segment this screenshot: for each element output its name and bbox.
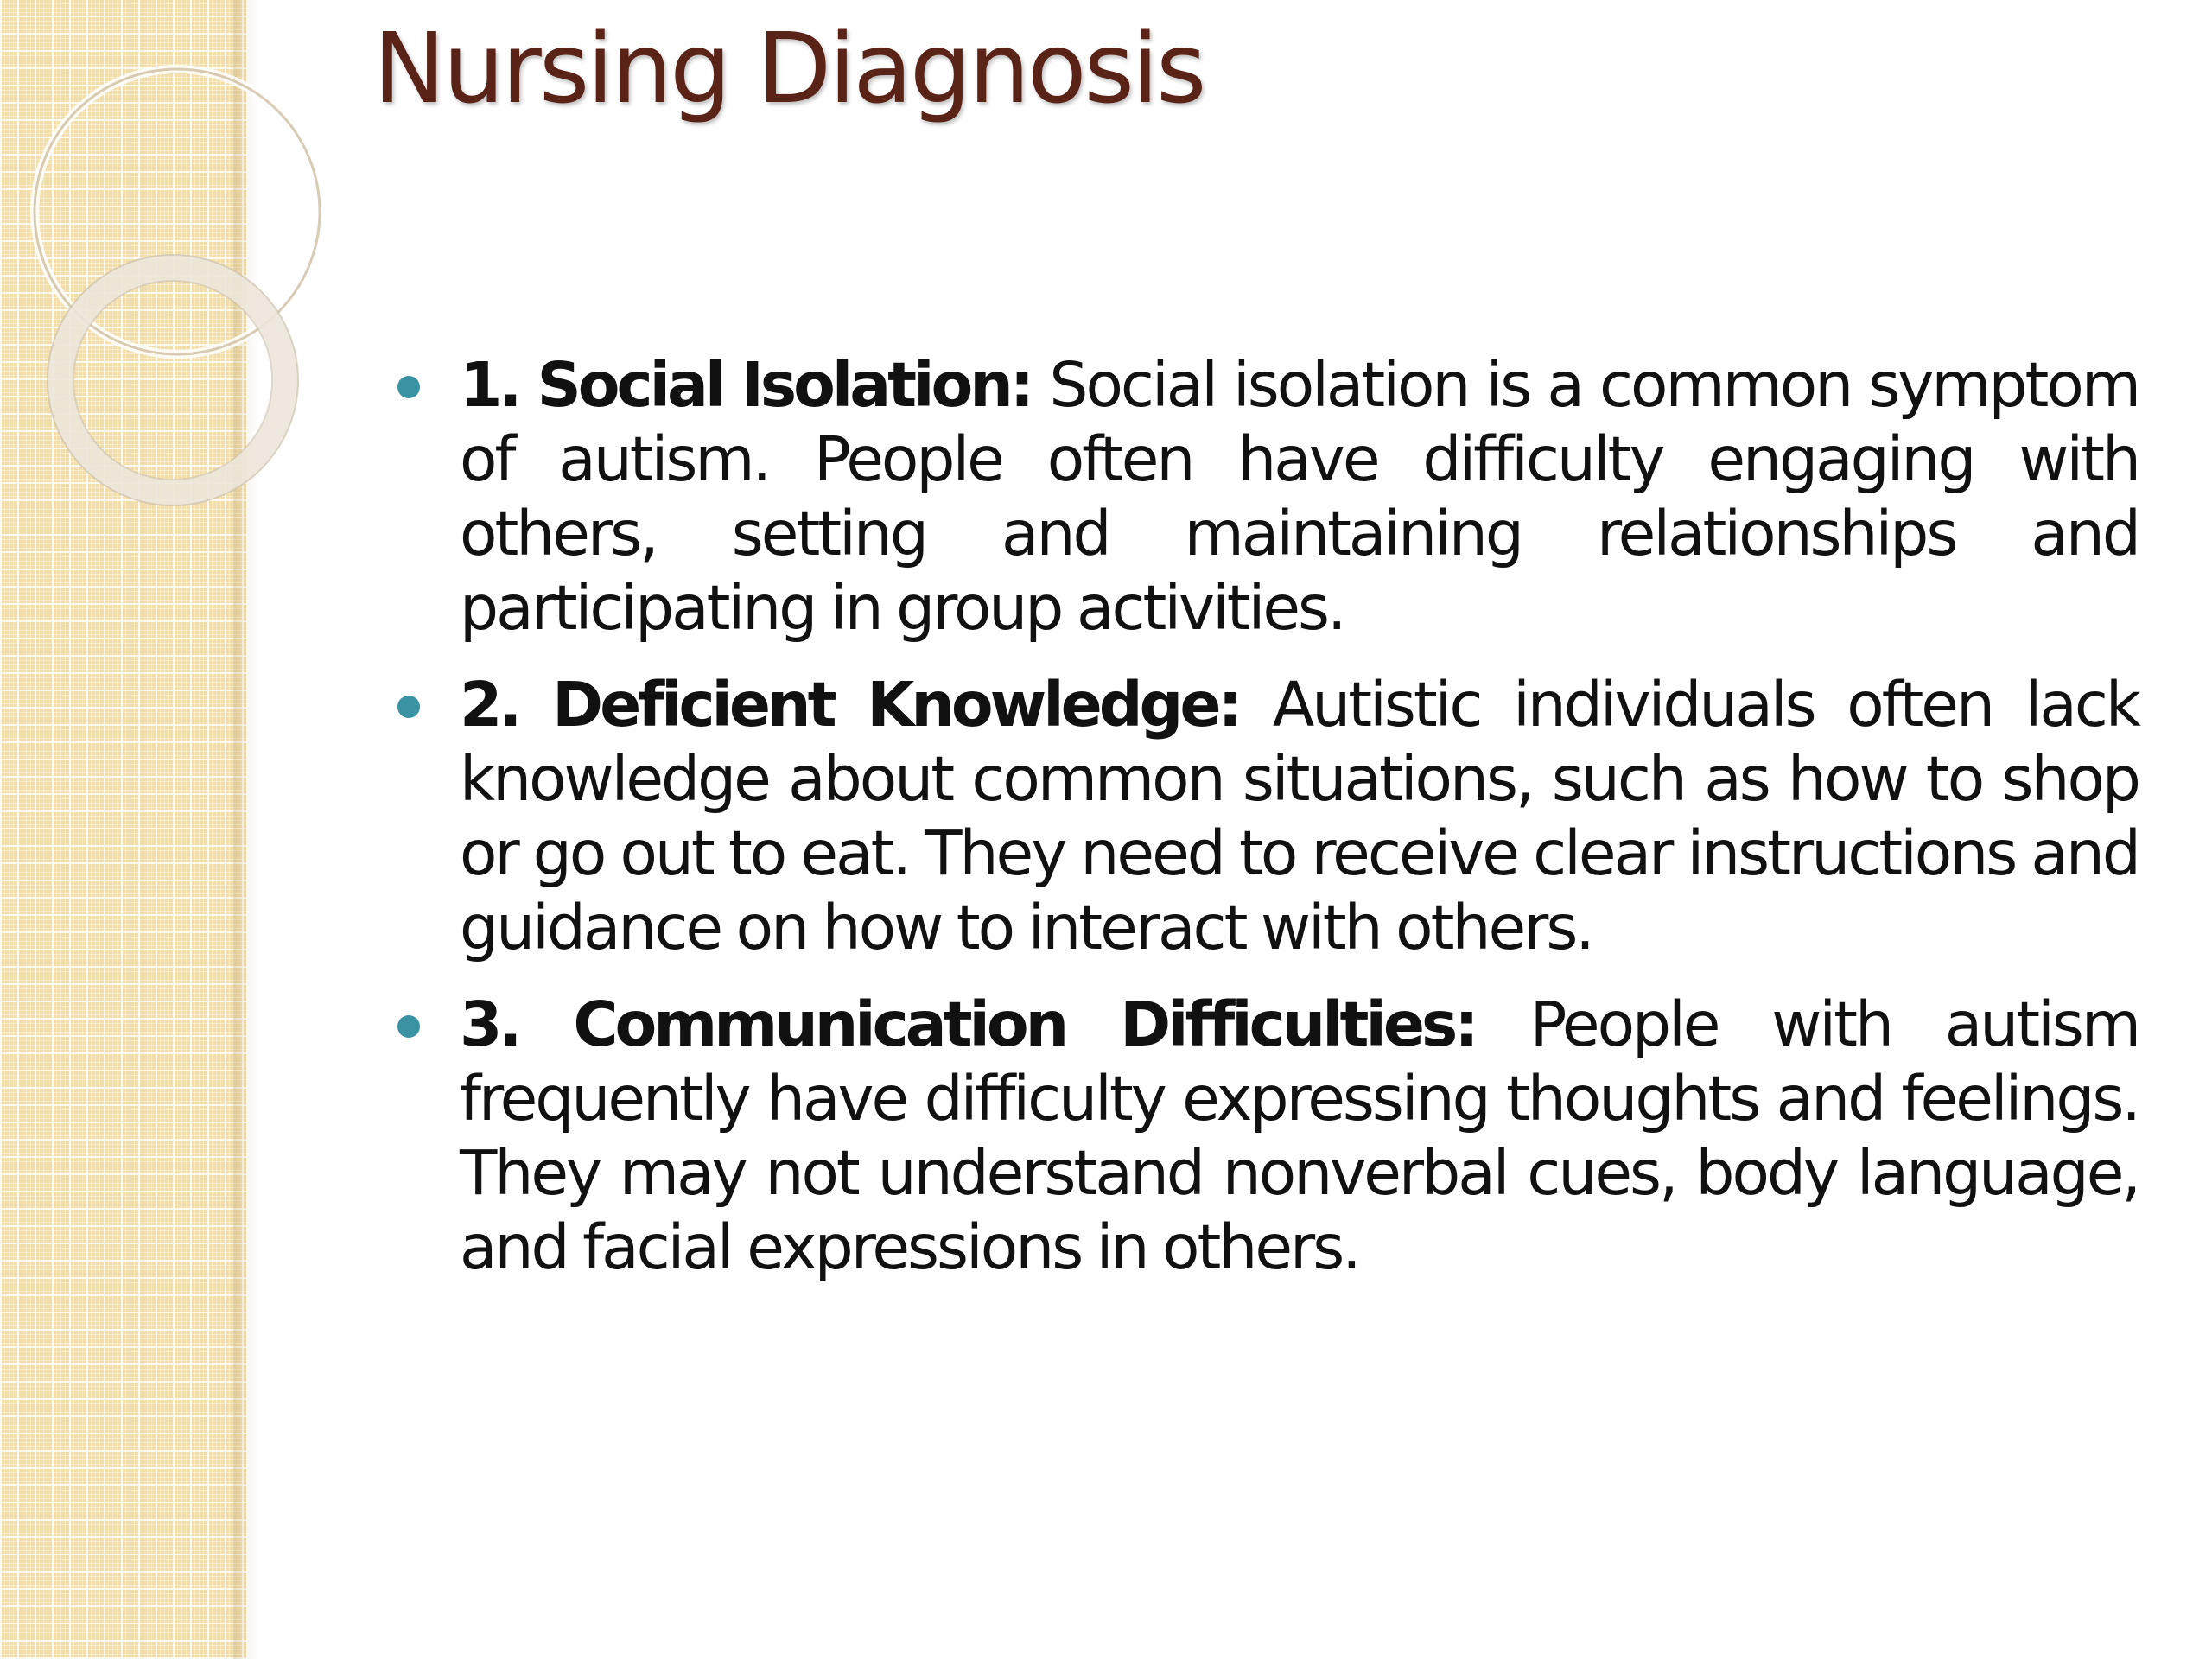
item-heading: 2. Deficient Knowledge: <box>460 669 1273 741</box>
slide-title: Nursing Diagnosis <box>373 13 1205 125</box>
list-item <box>380 348 2139 645</box>
bullet-icon <box>397 376 420 398</box>
diagnosis-list <box>380 348 2139 1307</box>
item-body: People with autism frequently have difficulty expressing thoughts and feelings. They may not understand nonverbal cues, body language, and facial expressions in others. <box>460 988 2139 1283</box>
list-item <box>380 668 2139 965</box>
decorative-rings <box>0 0 363 605</box>
item-heading: 1. Social Isolation: <box>460 349 1050 421</box>
bullet-icon <box>397 1015 420 1038</box>
list-item <box>380 988 2139 1285</box>
item-body: Social isolation is a common symptom of autism. People often have difficulty engaging with others, setting and maintaining relationships and participating in group activities. <box>460 349 2139 644</box>
bullet-icon <box>397 696 420 718</box>
item-body: Autistic individuals often lack knowledge about common situations, such as how to shop or go out to eat. They need to receive clear instructions and guidance on how to interact with others. <box>460 669 2139 963</box>
item-heading: 3. Communication Difficulties: <box>460 988 1530 1060</box>
